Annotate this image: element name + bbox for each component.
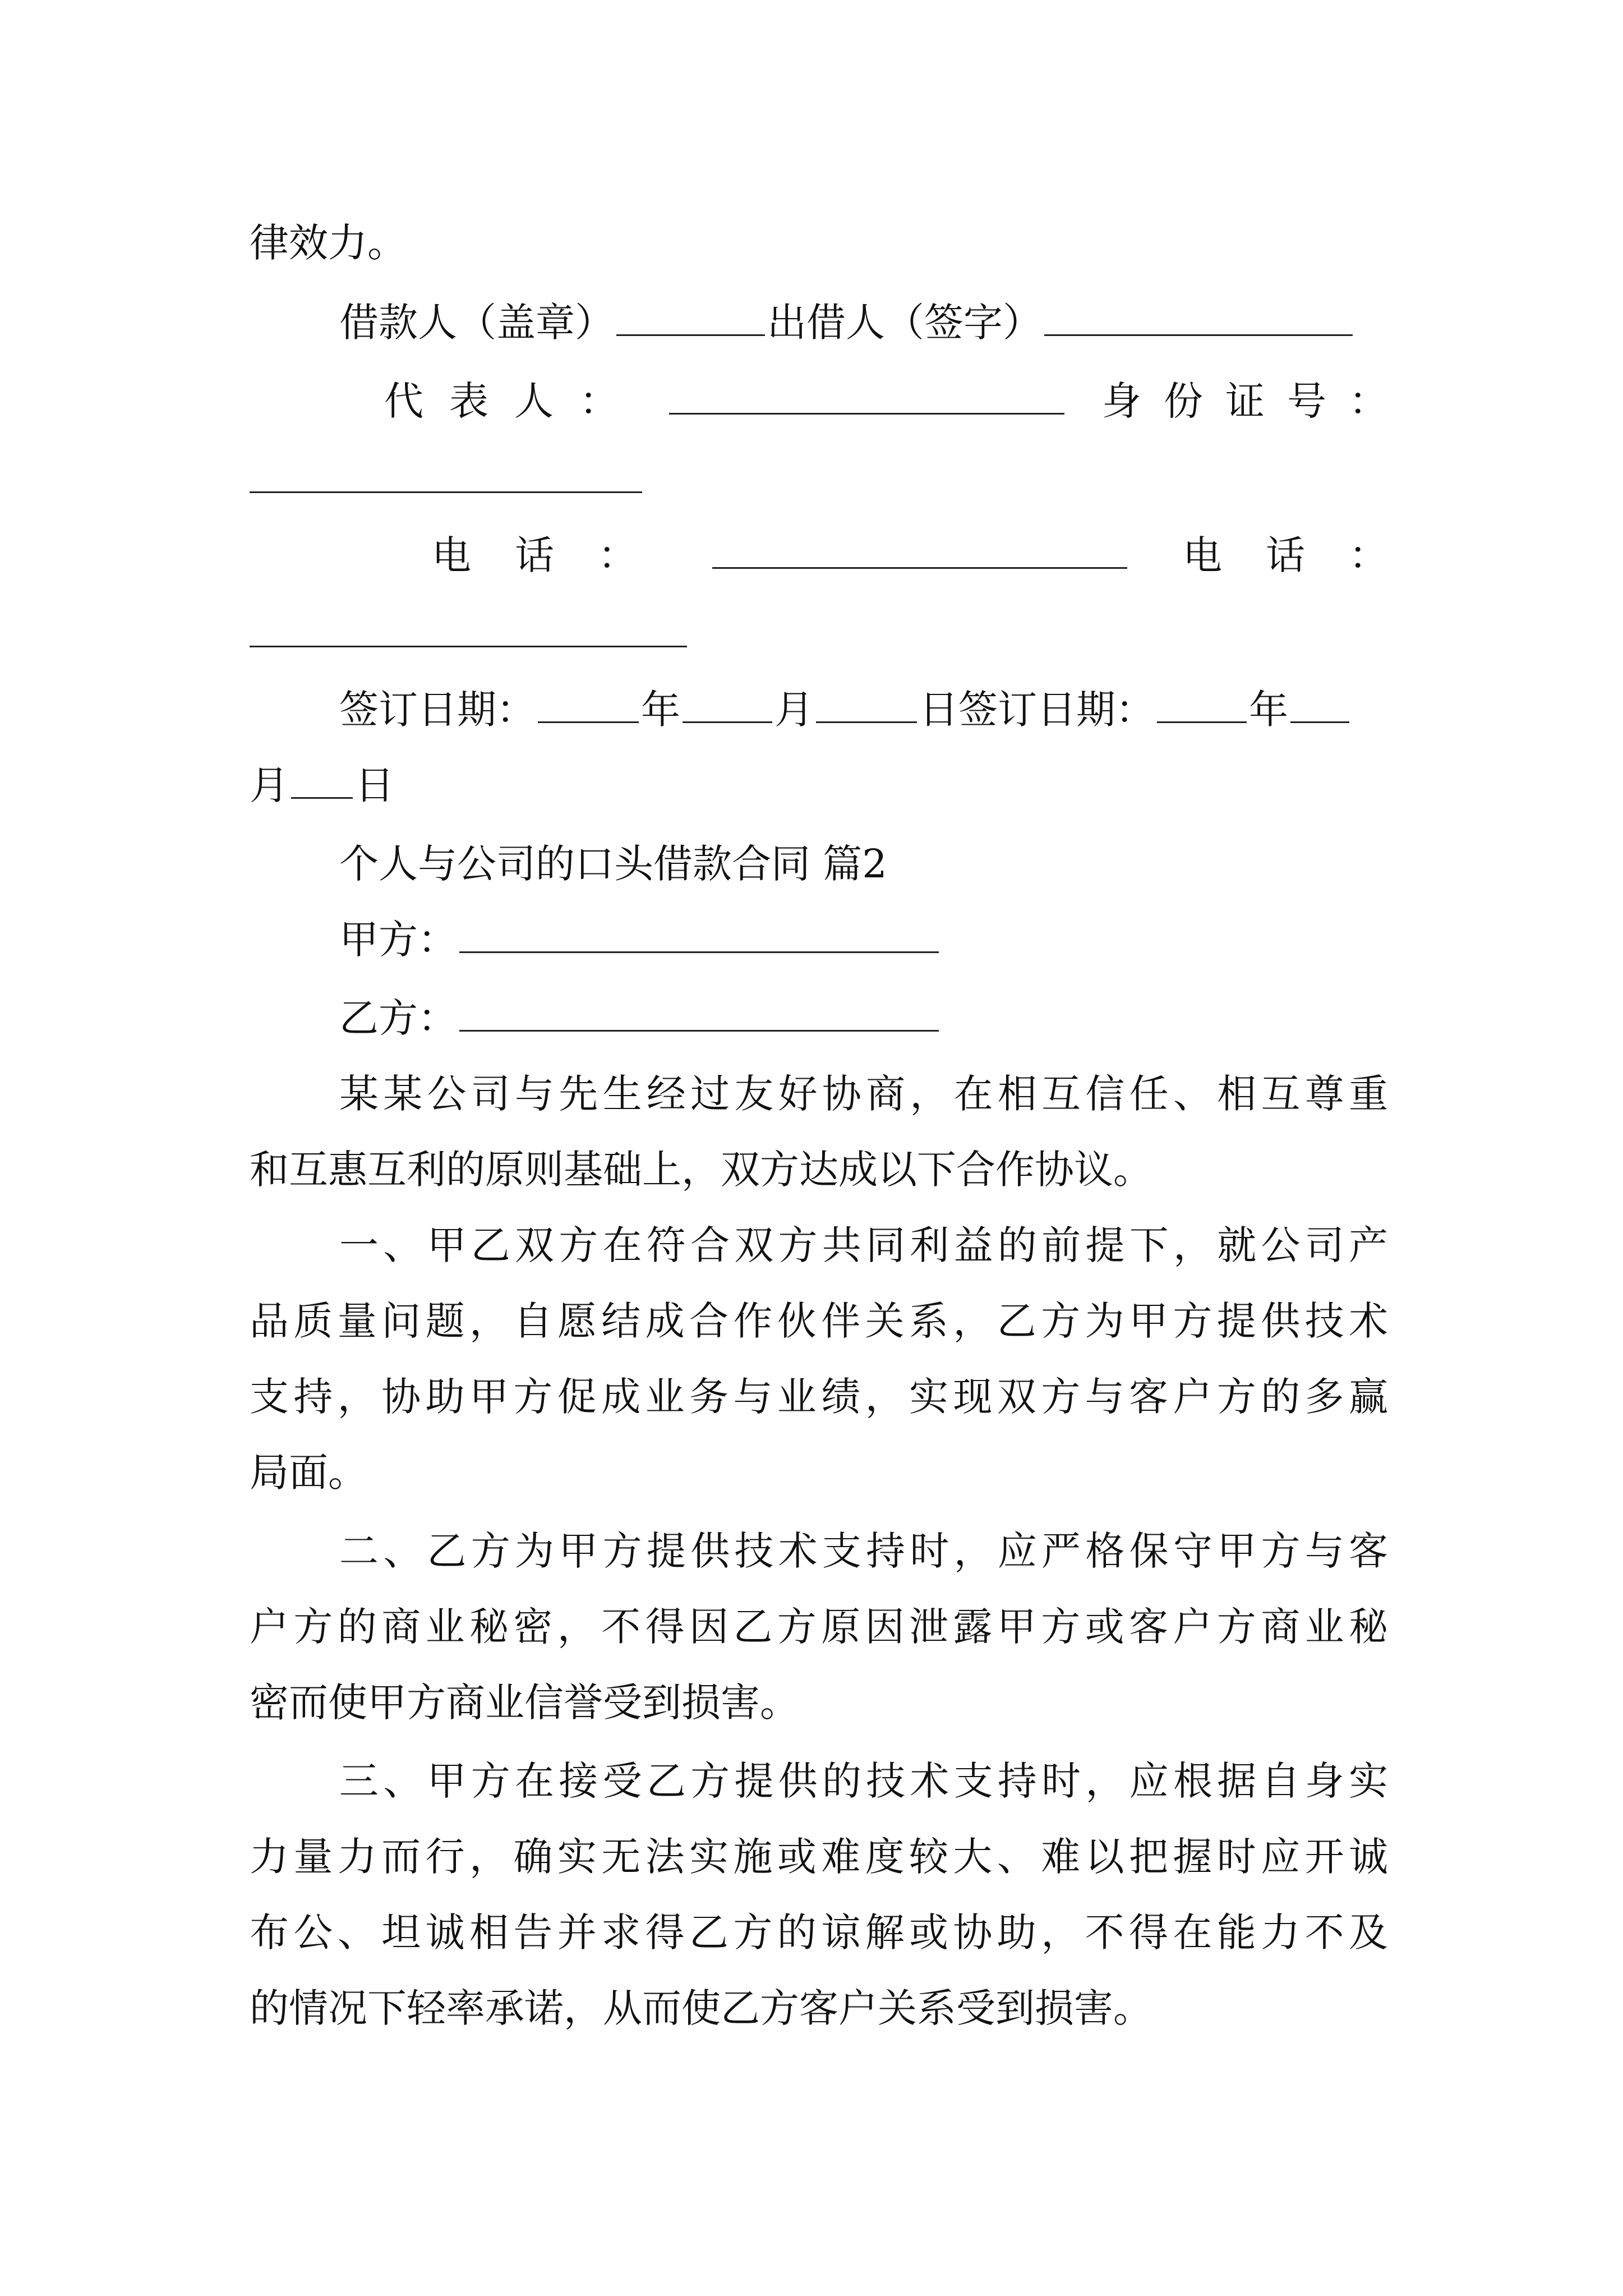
borrower-label: 借款人（盖章） <box>339 300 614 346</box>
paragraph-line: 二、乙方为甲方提供技术支持时，应严格保守甲方与客 <box>339 1528 1388 1574</box>
id-number-blank <box>250 459 642 493</box>
id-number-blank-line <box>250 454 1388 505</box>
telephone-label-1: 电话： <box>432 532 681 578</box>
paragraph-line: 品质量问题，自愿结成合作伙伴关系，乙方为甲方提供技术 <box>250 1298 1388 1344</box>
paragraph-line: 支持，协助甲方促成业务与业绩，实现双方与客户方的多赢 <box>250 1374 1388 1420</box>
month-blank-1 <box>683 689 772 723</box>
party-a-label: 甲方： <box>339 917 457 963</box>
signature-row-2 <box>339 376 1410 426</box>
sign-date-label-1: 签订日期： <box>339 687 536 733</box>
section-title <box>339 839 1478 889</box>
borrower-blank <box>616 302 765 336</box>
month-blank-2 <box>1290 689 1349 723</box>
text-line <box>250 218 1388 268</box>
party-b-label: 乙方： <box>339 995 457 1041</box>
paragraph-line: 的情况下轻率承诺，从而使乙方客户关系受到损害。 <box>250 1985 1152 2031</box>
signature-row-3 <box>339 530 1432 581</box>
party-b-row <box>339 993 1478 1043</box>
date-row-continued <box>250 760 1388 811</box>
telephone-blank-line <box>250 609 1388 659</box>
paragraph-line: 密而使甲方商业信誉受到损害。 <box>250 1680 799 1726</box>
sign-date-label-2: 日签订日期： <box>919 687 1155 733</box>
year-blank-2 <box>1157 689 1247 723</box>
lender-label: 出借人（签字） <box>767 300 1042 346</box>
paragraph-line: 户方的商业秘密，不得因乙方原因泄露甲方或客户方商业秘 <box>250 1604 1388 1650</box>
year-label-2: 年 <box>1249 687 1288 733</box>
id-number-label: 身份证号： <box>1102 378 1410 424</box>
date-row <box>339 684 1388 735</box>
telephone-blank-2 <box>250 613 687 647</box>
signature-row-1 <box>339 297 1388 348</box>
year-blank-1 <box>538 689 639 723</box>
telephone-blank-1 <box>712 535 1127 569</box>
paragraph-line: 一、甲乙双方在符合双方共同利益的前提下，就公司产 <box>339 1222 1388 1268</box>
section-title-text: 个人与公司的口头借款合同 篇2 <box>339 841 887 887</box>
party-a-row <box>339 914 1478 965</box>
paragraph-line: 某某公司与先生经过友好协商，在相互信任、相互尊重 <box>339 1071 1388 1117</box>
text-span: 律效力。 <box>250 220 407 266</box>
month-label-1: 月 <box>774 687 814 733</box>
representative-label: 代表人： <box>384 378 644 424</box>
paragraph-line: 布公、坦诚相告并求得乙方的谅解或协助，不得在能力不及 <box>250 1910 1388 1955</box>
telephone-label-2: 电话： <box>1183 532 1432 578</box>
party-b-blank <box>459 997 939 1032</box>
paragraph-line: 三、甲方在接受乙方提供的技术支持时，应根据自身实 <box>339 1758 1388 1804</box>
day-blank-1 <box>816 689 917 723</box>
lender-blank <box>1044 302 1353 336</box>
representative-blank <box>669 380 1064 415</box>
paragraph-line: 局面。 <box>250 1450 367 1496</box>
party-a-blank <box>459 919 939 953</box>
day-label-2: 日 <box>355 762 394 808</box>
paragraph-line: 力量力而行，确实无法实施或难度较大、难以把握时应开诚 <box>250 1834 1388 1880</box>
month-label-2: 月 <box>250 762 289 808</box>
paragraph-line: 和互惠互利的原则基础上，双方达成以下合作协议。 <box>250 1147 1152 1193</box>
day-blank-2 <box>291 765 353 799</box>
year-label-1: 年 <box>641 687 680 733</box>
